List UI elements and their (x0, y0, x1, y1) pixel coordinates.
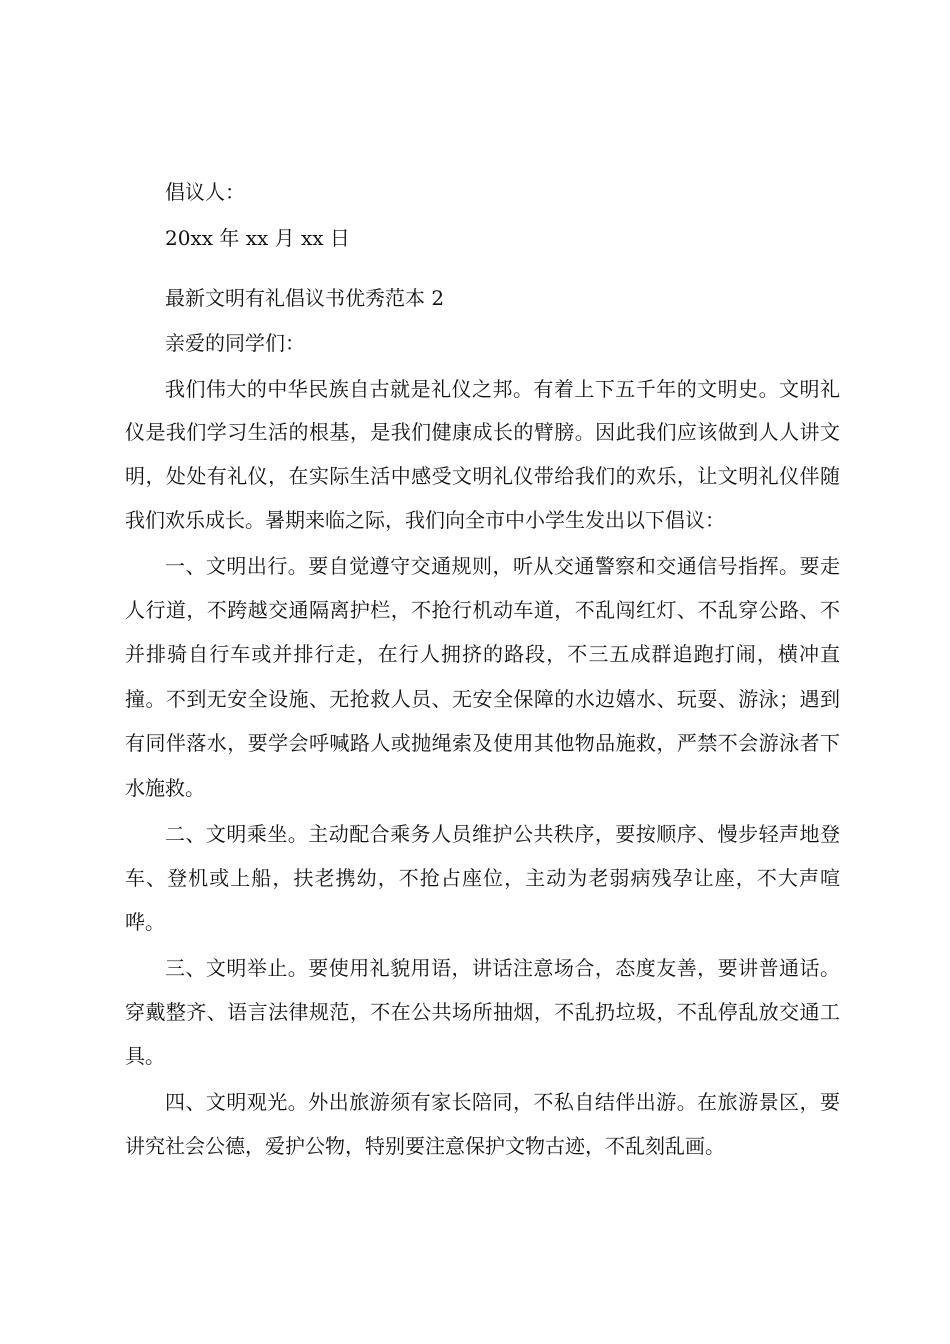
paragraph-2-line-5: 有同伴落水，要学会呼喊路人或抛绳索及使用其他物品施救，严禁不会游泳者下 (125, 731, 840, 755)
paragraph-2-line-3: 并排骑自行车或并排行走，在行人拥挤的路段，不三五成群追跑打闹，横冲直 (125, 642, 840, 666)
paragraph-4-line-1: 三、文明举止。要使用礼貌用语，讲话注意场合，态度友善，要讲普通话。 (165, 956, 840, 980)
paragraph-1-line-3: 明，处处有礼仪，在实际生活中感受文明礼仪带给我们的欢乐，让文明礼仪伴随 (125, 464, 840, 488)
paragraph-2-line-6: 水施救。 (125, 776, 205, 800)
paragraph-4-line-3: 具。 (125, 1044, 165, 1068)
paragraph-2-line-4: 撞。不到无安全设施、无抢救人员、无安全保障的水边嬉水、玩耍、游泳；遇到 (125, 687, 840, 711)
paragraph-1-line-1: 我们伟大的中华民族自古就是礼仪之邦。有着上下五千年的文明史。文明礼 (165, 377, 840, 401)
paragraph-2-line-1: 一、文明出行。要自觉遵守交通规则，听从交通警察和交通信号指挥。要走 (165, 554, 840, 578)
paragraph-1-line-4: 我们欢乐成长。暑期来临之际，我们向全市中小学生发出以下倡议： (125, 508, 725, 532)
paragraph-2-line-2: 人行道，不跨越交通隔离护栏，不抢行机动车道，不乱闯红灯、不乱穿公路、不 (125, 598, 840, 622)
paragraph-1-line-2: 仪是我们学习生活的根基，是我们健康成长的臂膀。因此我们应该做到人人讲文 (125, 420, 840, 444)
paragraph-5-line-2: 讲究社会公德，爱护公物，特别要注意保护文物古迹，不乱刻乱画。 (125, 1134, 725, 1158)
paragraph-3-line-3: 哗。 (125, 910, 165, 934)
proposer-label: 倡议人： (165, 180, 245, 204)
paragraph-3-line-1: 二、文明乘坐。主动配合乘务人员维护公共秩序，要按顺序、慢步轻声地登 (165, 822, 840, 846)
paragraph-4-line-2: 穿戴整齐、语言法律规范，不在公共场所抽烟，不乱扔垃圾，不乱停乱放交通工 (125, 1000, 840, 1024)
salutation: 亲爱的同学们： (165, 331, 305, 355)
paragraph-3-line-2: 车、登机或上船，扶老携幼，不抢占座位，主动为老弱病残孕让座，不大声喧 (125, 866, 840, 890)
signature-date: 20xx 年 xx 月 xx 日 (165, 226, 350, 250)
paragraph-5-line-1: 四、文明观光。外出旅游须有家长陪同，不私自结伴出游。在旅游景区，要 (165, 1090, 840, 1114)
section-title: 最新文明有礼倡议书优秀范本 2 (165, 286, 445, 310)
